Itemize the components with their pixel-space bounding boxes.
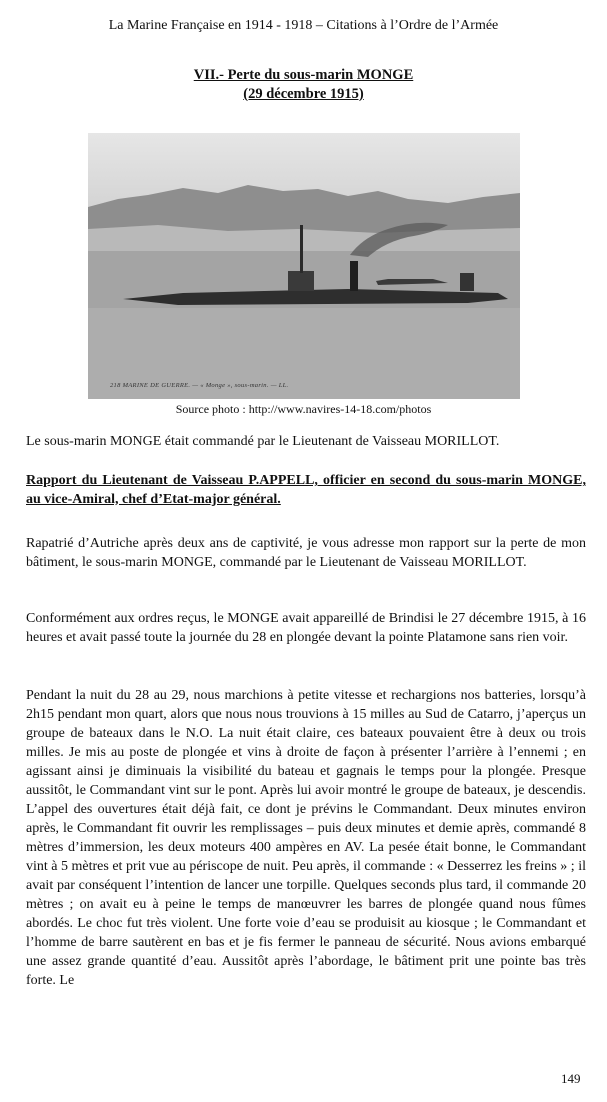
intro-text: Le sous-marin MONGE était commandé par le Lieutenant de Vaisseau MORILLOT. bbox=[26, 434, 500, 449]
submarine-mast bbox=[300, 225, 303, 273]
report-title: Rapport du Lieutenant de Vaisseau P.APPELL, officier en second du sous-marin MONGE, au vice-Amiral, chef d’Etat-major général. bbox=[26, 473, 586, 507]
section-title-line1: VII.- Perte du sous-marin MONGE bbox=[193, 67, 414, 83]
page-number: 149 bbox=[561, 1071, 581, 1086]
section-title bbox=[0, 66, 607, 104]
section-title-line2: (29 décembre 1915) bbox=[243, 86, 364, 102]
submarine-photo-illustration bbox=[88, 133, 520, 399]
submarine-photo bbox=[88, 133, 520, 399]
submarine-funnel bbox=[350, 261, 358, 291]
paragraph: Rapatrié d’Autriche après deux ans de captivité, je vous adresse mon rapport sur la perte de mon bâtiment, le sous-marin MONGE, commandé par le Lieutenant de Vaisseau MORILLOT. bbox=[26, 536, 586, 570]
submarine-conning-tower bbox=[288, 271, 314, 291]
paragraph: Pendant la nuit du 28 au 29, nous marchions à petite vitesse et rechargions nos batteries, lorsqu’à 2h15 pendant mon quart, alors que nous nous trouvions à 15 milles au Sud de Catarro, j’aperçus un groupe de bateaux dans le N.O. La nuit était claire, ces bateaux pouvaient être à deux ou trois milles. Je mis au poste de plongée et vins à droite de façon à présenter l’arrière à l’ennemi ; en agissant ainsi je diminuais la visibilité du bateau et gagnais le temps pour la plongée. Presque aussitôt, le Commandant vint sur le pont. Après lui avoir montré le groupe de bateaux, je descendis. L’appel des ouvertures était déjà fait, ce dont je prévins le Commandant. Deux minutes environ après, le Commandant fit ouvrir les remplissages – puis deux minutes et demie après, commandé 8 mètres d’immersion, les deux moteurs 400 ampères en AV. La pesée était bonne, le Commandant vint à 5 mètres et prit vue au périscope de nuit. Peu après, il commande : « Desserrez les freins » ; il avait par conséquent l’intention de lancer une torpille. Quelques seconds plus tard, il commande 20 mètres ; on avait eu à peine le temps de manœuvrer les barres de plongée quand nous fûmes abordés. Le choc fut très violent. Une forte voie d’eau se produisit au kiosque ; le Commandant et l’homme de barre sautèrent en bas et je fis fermer le panneau de sécurité. Nous avions embarqué une assez grande quantité d’eau. Aussitôt après l’abordage, le bâtiment prit une pointe bas très forte. Le bbox=[26, 688, 586, 988]
photo-caption: 218 MARINE DE GUERRE. — « Monge », sous-marin. — LL. bbox=[110, 382, 289, 389]
photo-source: Source photo : http://www.navires-14-18.com/photos bbox=[175, 402, 432, 416]
submarine-stern-structure bbox=[460, 273, 474, 291]
paragraph: Conformément aux ordres reçus, le MONGE avait appareillé de Brindisi le 27 décembre 1915, à 16 heures et avait passé toute la journée du 28 en plongée devant la pointe Platamone sans rien voir. bbox=[26, 611, 586, 645]
running-header: La Marine Française en 1914 - 1918 – Citations à l’Ordre de l’Armée bbox=[108, 18, 499, 33]
